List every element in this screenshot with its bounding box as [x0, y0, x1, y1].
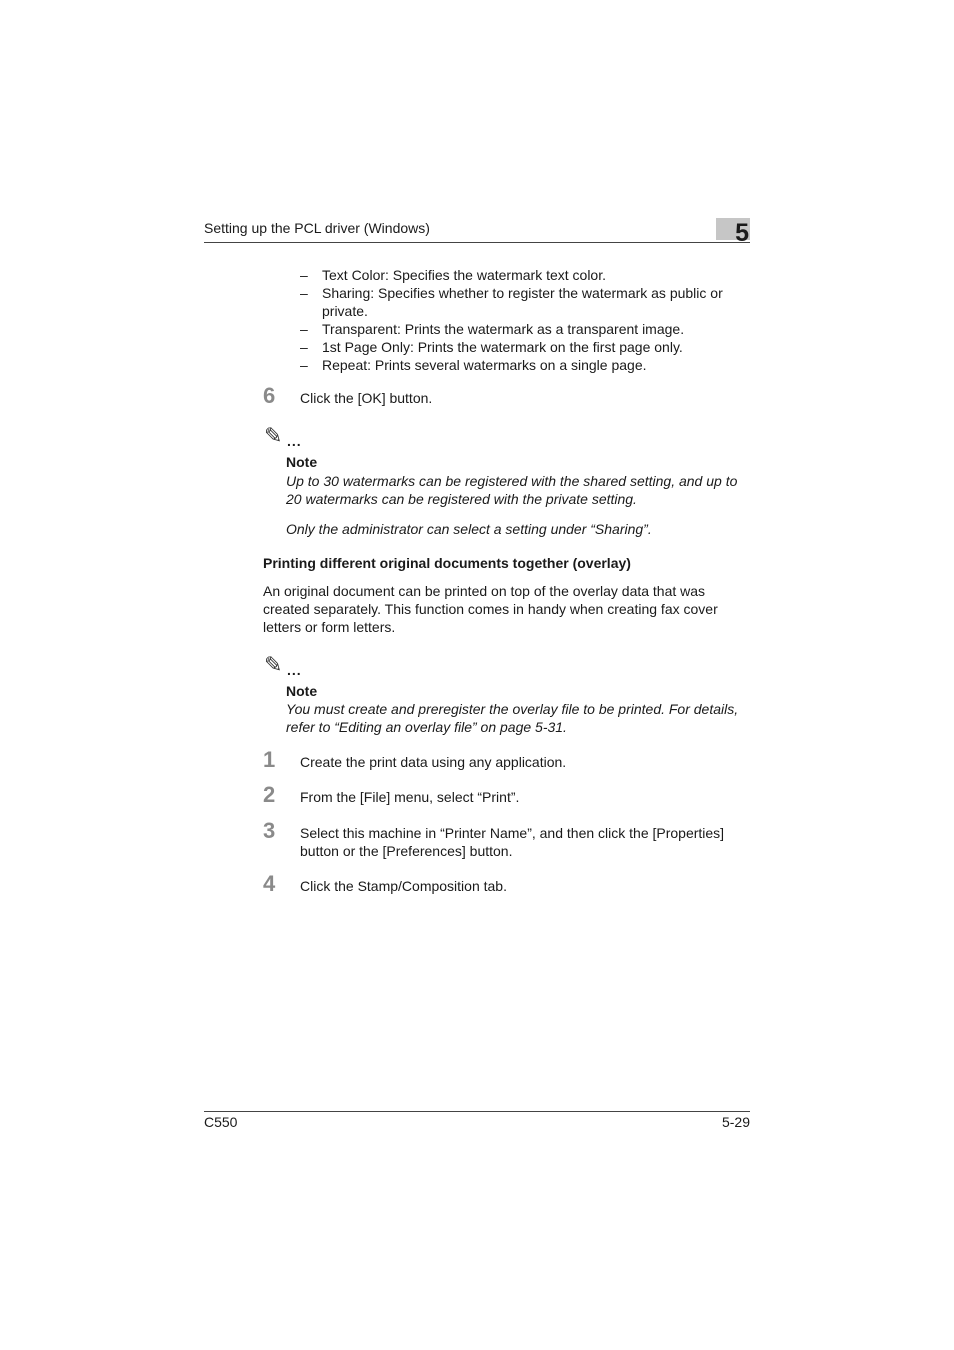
- header-rule: [204, 242, 750, 243]
- step-number: 6: [263, 383, 276, 408]
- note-dots: ...: [287, 433, 302, 449]
- list-item: – Transparent: Prints the watermark as a transparent image.: [300, 321, 685, 337]
- pencil-icon: ✎: [264, 652, 283, 677]
- step-text: From the [File] menu, select “Print”.: [300, 789, 520, 805]
- chapter-number-badge: [716, 218, 750, 247]
- step-number: 2: [263, 782, 276, 807]
- option-list: [300, 266, 750, 374]
- chapter-number: 5: [735, 219, 749, 247]
- step-number: 4: [263, 871, 276, 896]
- section-heading: Printing different original documents together (overlay): [263, 555, 631, 571]
- step-text: Click the Stamp/Composition tab.: [300, 878, 507, 894]
- note-text: Only the administrator can select a setting under “Sharing”.: [286, 521, 652, 537]
- step-text: Create the print data using any application.: [300, 754, 567, 770]
- note-text: Up to 30 watermarks can be registered with the shared setting, and up to 20 watermarks can be registered with the private setting.: [286, 473, 738, 507]
- footer-model: C550: [204, 1114, 238, 1130]
- section-body: An original document can be printed on top of the overlay data that was created separately. This function comes in handy when creating fax cover letters or form letters.: [263, 583, 718, 635]
- list-item: – 1st Page Only: Prints the watermark on the first page only.: [300, 339, 683, 355]
- step-number: 1: [263, 747, 276, 772]
- step-number: 3: [263, 818, 276, 843]
- list-item: – Repeat: Prints several watermarks on a single page.: [300, 357, 647, 373]
- footer-page-number: 5-29: [721, 1114, 750, 1130]
- note-dots: ...: [287, 662, 302, 678]
- running-header-title: Setting up the PCL driver (Windows): [204, 220, 430, 236]
- step-text: Select this machine in “Printer Name”, and then click the [Properties] button or the [Preferences] button.: [300, 825, 725, 859]
- list-item: – Sharing: Specifies whether to register the watermark as public or private.: [300, 285, 723, 319]
- list-item: – Text Color: Specifies the watermark text color.: [300, 267, 606, 283]
- note-text: You must create and preregister the overlay file to be printed. For details, refer to “Editing an overlay file” on page 5-31.: [286, 701, 739, 735]
- footer-rule: [204, 1111, 750, 1112]
- step-text: Click the [OK] button.: [300, 390, 433, 406]
- note-label: Note: [286, 454, 318, 470]
- note-label: Note: [286, 683, 318, 699]
- pencil-icon: ✎: [264, 423, 283, 448]
